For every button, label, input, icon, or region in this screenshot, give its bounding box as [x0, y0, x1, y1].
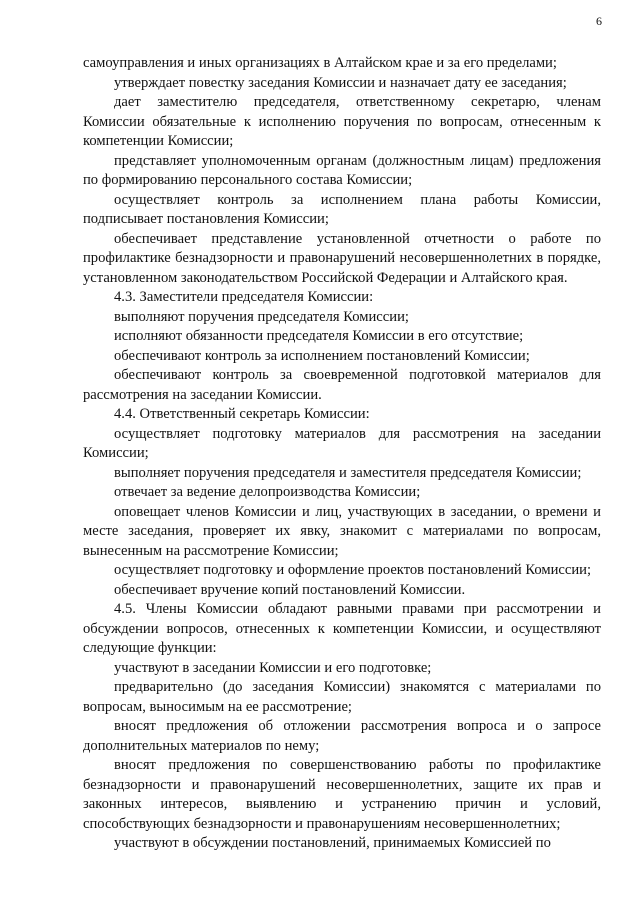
paragraph: участвуют в обсуждении постановлений, принимаемых Комиссией по — [114, 835, 551, 851]
paragraph: предварительно (до заседания Комиссии) знакомятся с материалами по вопросам, выносимым на ее рассмотрение; — [83, 679, 601, 715]
paragraph: обеспечивают контроль за своевременной подготовкой материалов для рассмотрения на заседании Комиссии. — [83, 367, 601, 403]
paragraph: вносят предложения по совершенствованию работы по профилактике безнадзорности и правонарушений несовершеннолетних, защите их прав и законных интересов, выявлению и устранению причин и условий, способствующих безнадзорности и правонарушениям несовершеннолетних; — [83, 757, 601, 832]
paragraph: обеспечивает вручение копий постановлений Комиссии. — [114, 581, 466, 598]
paragraph: исполняют обязанности председателя Комиссии в его отсутствие; — [114, 328, 524, 344]
paragraph: вносят предложения об отложении рассмотрения вопроса и о запросе дополнительных материалов по нему; — [83, 718, 601, 754]
document-body — [83, 54, 601, 854]
paragraph: обеспечивает представление установленной отчетности о работе по профилактике безнадзорности и правонарушений несовершеннолетних в порядке, установленном законодательством Российской Федерации и Алтайского края. — [83, 230, 601, 286]
paragraph: представляет уполномоченным органам (должностным лицам) предложения по формированию персонального состава Комиссии; — [83, 152, 601, 188]
paragraph: обеспечивают контроль за исполнением постановлений Комиссии; — [114, 347, 530, 364]
paragraph: выполняет поручения председателя и заместителя председателя Комиссии; — [114, 464, 582, 481]
paragraph: выполняют поручения председателя Комиссии; — [114, 308, 409, 325]
paragraph: осуществляет контроль за исполнением плана работы Комиссии, подписывает постановления Комиссии; — [83, 191, 601, 227]
paragraph: 4.4. Ответственный секретарь Комиссии: — [114, 406, 370, 422]
paragraph: 4.5. Члены Комиссии обладают равными правами при рассмотрении и обсуждении вопросов, отнесенных к компетенции Комиссии, и осуществляют следующие функции: — [83, 601, 601, 656]
paragraph: отвечает за ведение делопроизводства Комиссии; — [114, 484, 421, 500]
paragraph: участвуют в заседании Комиссии и его подготовке; — [114, 659, 432, 676]
paragraph: самоуправления и иных организациях в Алтайском крае и за его пределами; — [83, 55, 557, 71]
paragraph: осуществляет подготовку и оформление проектов постановлений Комиссии; — [114, 562, 592, 578]
paragraph: 4.3. Заместители председателя Комиссии: — [114, 289, 374, 305]
paragraph: осуществляет подготовку материалов для рассмотрения на заседании Комиссии; — [83, 425, 601, 461]
paragraph: оповещает членов Комиссии и лиц, участвующих в заседании, о времени и месте заседания, проверяет их явку, знакомит с материалами по вопросам, вынесенным на рассмотрение Комиссии; — [83, 503, 601, 559]
paragraph: утверждает повестку заседания Комиссии и назначает дату ее заседания; — [114, 74, 567, 91]
page-number: 6 — [596, 14, 602, 28]
paragraph: дает заместителю председателя, ответственному секретарю, членам Комиссии обязательные к исполнению поручения по вопросам, отнесенным к компетенции Комиссии; — [83, 94, 601, 149]
